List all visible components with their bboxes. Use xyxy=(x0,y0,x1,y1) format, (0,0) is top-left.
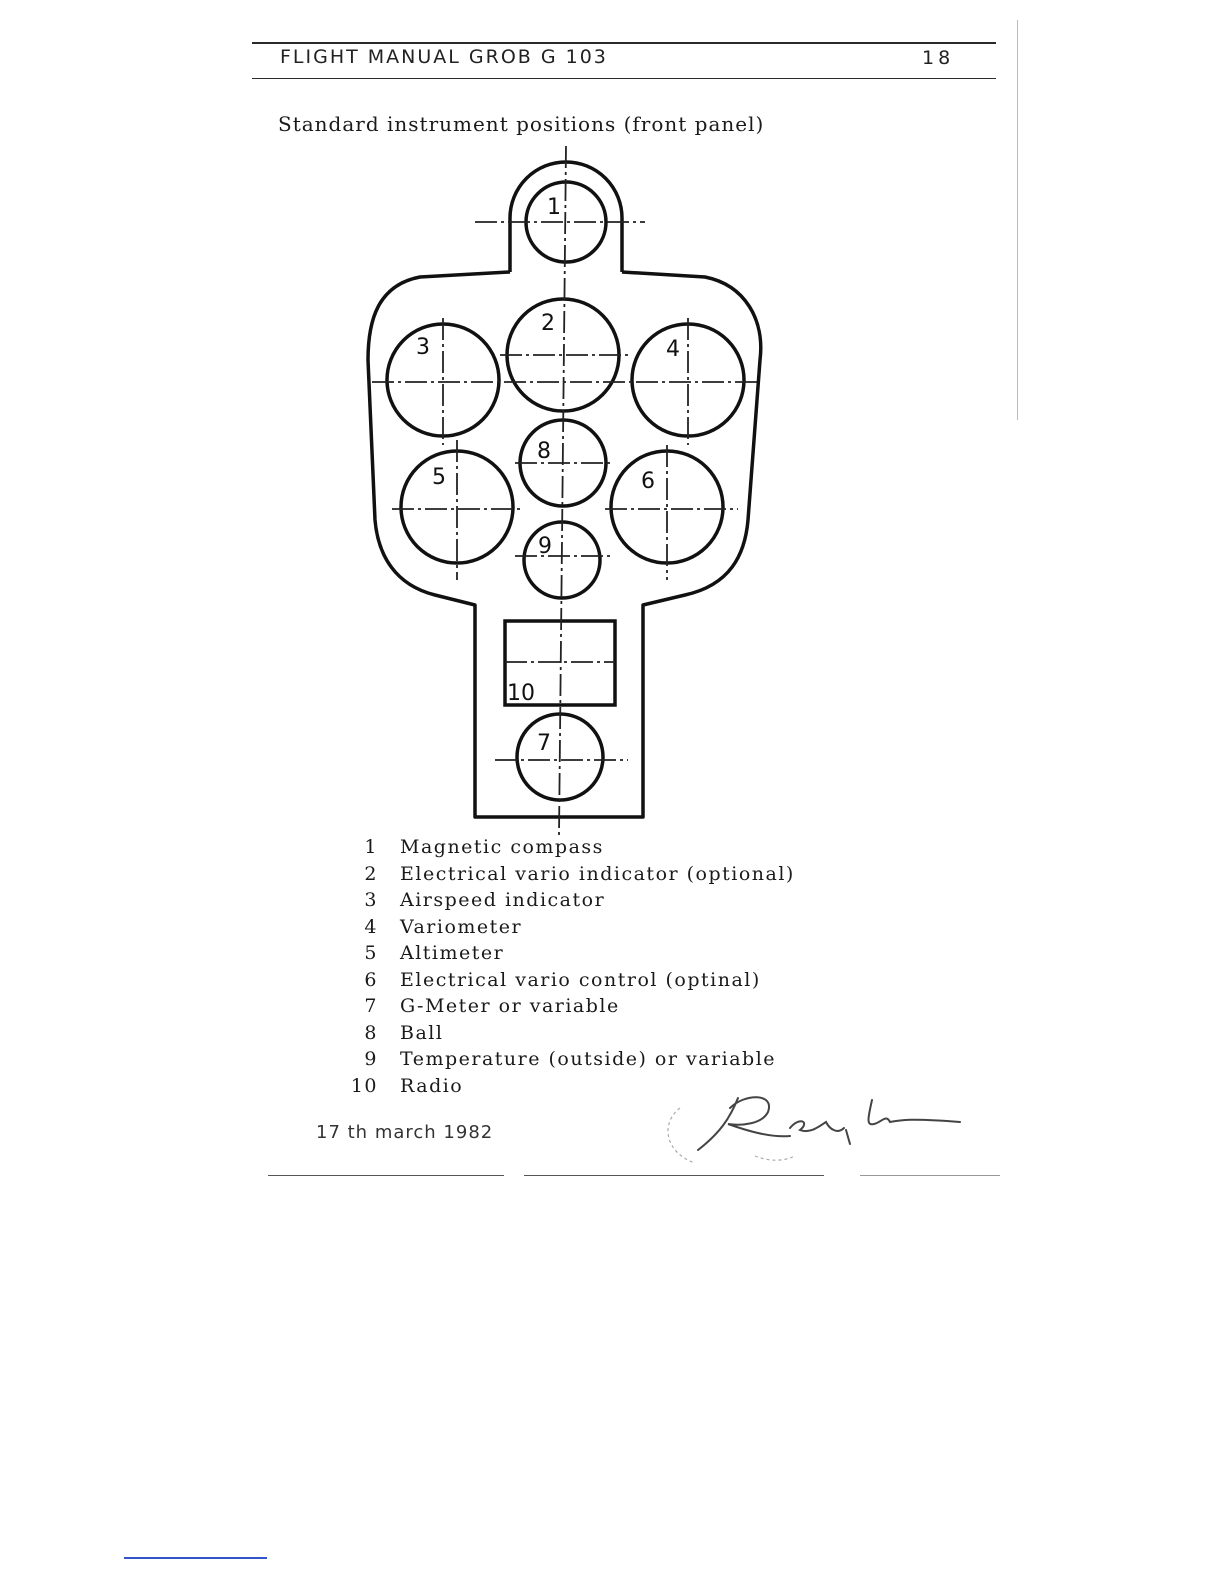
legend-text: Magnetic compass xyxy=(400,836,604,858)
legend-number: 6 xyxy=(364,968,378,991)
approval-date: 17 th march 1982 xyxy=(316,1122,494,1143)
legend-row xyxy=(340,995,795,1022)
legend-row xyxy=(340,1022,795,1049)
legend-text: Airspeed indicator xyxy=(400,889,606,911)
footer-rule xyxy=(268,1175,504,1176)
handwritten-signature xyxy=(650,1078,970,1173)
instrument-label-6: 6 xyxy=(641,469,655,494)
legend-number: 10 xyxy=(350,1074,378,1097)
legend-row xyxy=(340,889,795,916)
instrument-label-9: 9 xyxy=(538,534,552,559)
legend-number: 4 xyxy=(364,915,378,938)
legend-text: Temperature (outside) or variable xyxy=(400,1048,777,1070)
legend-number: 7 xyxy=(364,995,378,1017)
figure-caption: Standard instrument positions (front panel) xyxy=(278,112,765,136)
page-number: 18 xyxy=(922,47,955,69)
instrument-label-10: 10 xyxy=(507,681,535,706)
instrument-label-3: 3 xyxy=(416,335,430,360)
legend-text: Ball xyxy=(400,1021,444,1044)
instrument-label-5: 5 xyxy=(432,465,446,490)
legend-row xyxy=(340,942,795,969)
legend-row xyxy=(340,1048,795,1075)
legend-number: 1 xyxy=(364,836,378,858)
legend-number: 8 xyxy=(364,1021,378,1044)
legend-text: Altimeter xyxy=(400,942,505,964)
legend-row xyxy=(340,916,795,943)
vertical-centre-line xyxy=(559,146,566,835)
instrument-label-4: 4 xyxy=(666,337,680,362)
legend-text: G-Meter or variable xyxy=(400,995,620,1017)
legend-number: 2 xyxy=(364,862,378,885)
instrument-label-8: 8 xyxy=(537,439,551,464)
footer-rule xyxy=(524,1175,824,1176)
legend-text: Variometer xyxy=(400,915,523,938)
legend-text: Electrical vario control (optinal) xyxy=(400,968,761,991)
legend-row xyxy=(340,836,795,863)
legend-text: Electrical vario indicator (optional) xyxy=(400,862,795,885)
instrument-label-2: 2 xyxy=(541,311,555,336)
legend-row xyxy=(340,863,795,890)
link-underline xyxy=(124,1557,267,1559)
footer-rule xyxy=(860,1175,1000,1176)
legend-number: 9 xyxy=(364,1048,378,1070)
legend-number: 5 xyxy=(364,942,378,964)
instrument-label-7: 7 xyxy=(537,731,551,756)
legend-number: 3 xyxy=(364,889,378,911)
instrument-label-1: 1 xyxy=(547,195,561,220)
legend-text: Radio xyxy=(400,1074,464,1097)
header-title: FLIGHT MANUAL GROB G 103 xyxy=(280,46,608,68)
instrument-legend xyxy=(340,836,795,1101)
legend-row xyxy=(340,969,795,996)
